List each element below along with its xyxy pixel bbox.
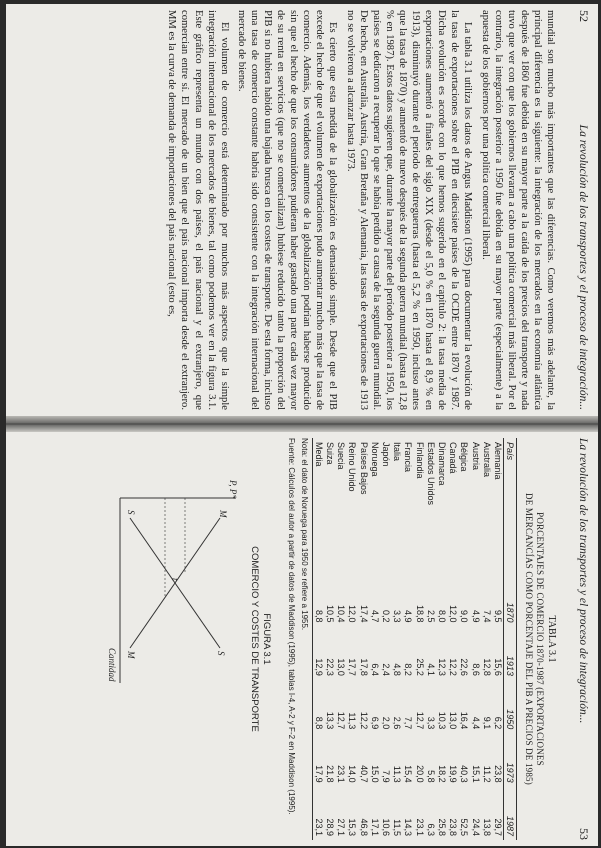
value-cell: 9,0 — [459, 610, 470, 623]
table-row — [346, 438, 357, 840]
running-head-left — [575, 10, 591, 410]
country-cell: Alemania — [493, 442, 503, 480]
value-cell: 12,9 — [312, 627, 324, 680]
table-label: TABLA 3.1 — [546, 615, 557, 663]
figure-title: COMERCIO Y COSTES DE TRANSPORTE — [248, 546, 260, 732]
value-cell: 13,0 — [448, 711, 459, 730]
value-cell: 14,0 — [347, 765, 358, 783]
country-cell: Reino Unido — [347, 442, 358, 492]
page-left-region — [6, 4, 598, 416]
value-cell: 12,8 — [481, 658, 492, 676]
table-row — [425, 438, 436, 840]
figure-label: FIGURA 3.1 — [260, 613, 272, 665]
book-spread — [6, 4, 598, 846]
body-text-left — [165, 10, 557, 410]
value-cell: 15,6 — [493, 658, 503, 676]
value-cell: 25,2 — [414, 658, 425, 676]
curve-label-s: S — [125, 510, 136, 515]
page-right-region — [6, 432, 598, 846]
value-cell: 13,0 — [336, 658, 347, 676]
running-head-right-text: La revolución de los transportes y el proceso de integración... — [577, 438, 589, 724]
value-cell: 4,7 — [369, 610, 380, 623]
value-cell: 6,9 — [369, 716, 380, 730]
trade-table — [312, 438, 517, 840]
gap-label-t: t — [169, 578, 180, 581]
value-cell: 4,1 — [425, 663, 436, 676]
curve-label-m-end: M — [125, 651, 136, 659]
table-row — [369, 438, 380, 840]
value-cell: 11,2 — [481, 765, 492, 783]
book-gutter — [6, 416, 598, 432]
value-cell: 40,7 — [358, 765, 369, 783]
value-cell: 10,4 — [336, 605, 347, 623]
value-cell: 10,6 — [380, 818, 391, 836]
country-cell: Italia — [392, 442, 403, 462]
country-cell: Países Bajos — [358, 442, 369, 495]
value-cell: 9,1 — [481, 716, 492, 730]
value-cell: 11,5 — [392, 819, 403, 836]
table-title-line-1: PORCENTAJES DE COMERCIO 1870-1987 (EXPORTACIONES — [535, 512, 545, 766]
value-cell: 7,4 — [481, 610, 492, 623]
table-row — [391, 438, 402, 840]
running-head-right — [575, 438, 591, 840]
country-cell: Dinamarca — [436, 442, 447, 486]
value-cell: 18,8 — [414, 605, 425, 623]
value-cell: 6,3 — [425, 823, 436, 836]
country-cell: Estados Unidos — [425, 442, 436, 506]
value-cell: 8,0 — [436, 610, 447, 623]
country-cell: Australia — [481, 442, 492, 478]
value-cell: 4,9 — [470, 610, 481, 623]
column-header: 1973 — [504, 733, 517, 786]
page-number-left: 52 — [577, 10, 591, 22]
table-row — [324, 438, 335, 840]
table-row — [436, 438, 447, 840]
value-cell: 22,6 — [459, 658, 470, 676]
value-cell: 15,3 — [347, 818, 358, 836]
value-cell: 7,9 — [380, 770, 391, 783]
table-title-line-2: DE MERCANCÍAS COMO PORCENTAJE DEL PIB A PRECIOS DE 1985) — [524, 493, 534, 785]
figure-diagram — [106, 478, 240, 688]
page-right — [11, 438, 591, 840]
value-cell: 8,6 — [470, 663, 481, 676]
value-cell: 10,3 — [436, 711, 447, 730]
value-cell: 16,4 — [459, 711, 470, 730]
value-cell: 15,1 — [470, 765, 481, 783]
value-cell: 9,5 — [493, 610, 503, 623]
value-cell: 20,0 — [414, 765, 425, 783]
column-header: País — [504, 438, 517, 573]
column-header: 1950 — [504, 680, 517, 733]
page-number-right: 53 — [577, 828, 591, 840]
value-cell: 23,1 — [312, 787, 324, 840]
axis-y-label: P, P* — [227, 480, 238, 499]
value-cell: 23,8 — [448, 818, 459, 836]
table-note: Nota: el dato de Noruega para 1950 se refiere a 1955. — [299, 438, 309, 631]
value-cell: 17,8 — [358, 658, 369, 676]
table-row — [402, 438, 413, 840]
value-cell: 8,2 — [403, 663, 414, 676]
value-cell: 23,1 — [336, 765, 347, 783]
country-cell: Noruega — [369, 442, 380, 477]
value-cell: 6,4 — [369, 663, 380, 676]
value-cell: 17,9 — [312, 733, 324, 786]
value-cell: 14,3 — [403, 818, 414, 836]
value-cell: 3,3 — [425, 716, 436, 730]
country-cell: Francia — [403, 442, 414, 473]
value-cell: 24,4 — [470, 818, 481, 836]
value-cell: 12,0 — [347, 605, 358, 623]
value-cell: 12,2 — [448, 658, 459, 676]
table-row — [312, 438, 324, 840]
value-cell: 11,3 — [347, 712, 358, 730]
table-row — [357, 438, 368, 840]
value-cell: 52,5 — [459, 818, 470, 836]
value-cell: 23,1 — [414, 818, 425, 836]
value-cell: 18,2 — [436, 765, 447, 783]
value-cell: 46,8 — [358, 818, 369, 836]
value-cell: 12,3 — [436, 658, 447, 676]
curve-label-s-end: S — [215, 651, 226, 656]
value-cell: 28,9 — [324, 818, 335, 836]
value-cell: 40,3 — [459, 765, 470, 783]
value-cell: 8,8 — [312, 573, 324, 626]
value-cell: 5,8 — [425, 770, 436, 783]
value-cell: 13,8 — [481, 818, 492, 836]
value-cell: 29,7 — [493, 818, 503, 836]
curve-label-m: M — [217, 510, 228, 518]
country-cell: Canadá — [448, 442, 459, 474]
value-cell: 23,8 — [493, 765, 503, 783]
value-cell: 2,4 — [380, 663, 391, 676]
column-header: 1870 — [504, 573, 517, 626]
table-header-row — [504, 438, 517, 840]
value-cell: 22,3 — [324, 658, 335, 676]
country-cell: Suecia — [336, 442, 347, 470]
value-cell: 27,1 — [336, 818, 347, 836]
table-row — [380, 438, 391, 840]
paragraph: El volumen de comercio está determinado por muchos más aspectos que la simple integración internacional de los mercados de bienes, tal como podemos ver en la figura 3.1. Este gráfico representa un mundo con dos países, el país nacional y el extranjero, que comercian entre sí. El mercado de un bien que el país nacional importa desde el extranjero. MM es la curva de demanda de importaciones del país nacional (esto es, — [166, 10, 230, 410]
paragraph: Es cierto que esta medida de la globalización es demasiado simple. Desde que el PIB excede el hecho de que el volumen de exportaciones pudo aumentar mucho más que la tasa de comercio. Además, los verdaderos aumentos de la globalización podrían haberse producido sin que el hecho de que los consumidores pudieran haber gastado una parte cada vez mayor de su renta en servicios (que no se comercializan) hubiese reducido tanto la proporción del PIB si no hubiera habido una bajada brusca en los costes de transporte. De esta forma, incluso una tasa de comercio constante habría sido consistente con la integración internacional del mercado de bienes. — [235, 10, 339, 410]
value-cell: 7,7 — [403, 716, 414, 730]
table-row — [481, 438, 492, 840]
column-header: 1987 — [504, 787, 517, 840]
axis-x-label: Cantidad — [106, 648, 117, 682]
value-cell: 4,9 — [403, 610, 414, 623]
value-cell: 2,5 — [425, 610, 436, 623]
running-head-left-text: La revolución de los transportes y el proceso de integración... — [577, 124, 589, 410]
country-cell: Japón — [380, 442, 391, 467]
figure-3-1 — [102, 438, 272, 840]
column-header: 1913 — [504, 627, 517, 680]
value-cell: 2,0 — [380, 716, 391, 730]
table-row — [413, 438, 424, 840]
value-cell: 12,7 — [336, 711, 347, 730]
table-row — [458, 438, 469, 840]
value-cell: 13,3 — [324, 711, 335, 730]
value-cell: 15,0 — [369, 765, 380, 783]
paragraph: La tabla 3.1 utiliza los datos de Angus Maddison (1995) para documentar la evolución de la tasa de exportaciones sobre el PIB en diecisiete países de la OCDE entre 1870 y 1987. Dicha evolución es acorde con lo que hemos sugerido en el capítulo 2: la tasa media de exportaciones aumentó a finales del siglo XIX (desde el 5,0 % en 1870 hasta el 8,9 % en 1913), disminuyó durante el periodo de entreguerras (hasta el 5,2 % en 1950, incluso antes que la tasa de 1870) y aumentó de nuevo después de la segunda guerra mundial (hasta el 12,8 % en 1987). Estos datos sugieren que, durante la mayor parte del período posterior a 1950, los países se dedicaron a recuperar lo que se había perdido a causa de la segunda guerra mundial. De hecho, en Australia, Austria, Gran Bretaña y Alemania, las tasas de exportaciones de 1913 no se volvieron a alcanzar hasta 1973. — [344, 10, 474, 410]
country-cell: Suiza — [324, 442, 335, 465]
value-cell: 4,4 — [470, 716, 481, 730]
table-row — [469, 438, 480, 840]
value-cell: 11,3 — [392, 765, 403, 783]
country-cell: Finlandia — [414, 442, 425, 479]
value-cell: 21,8 — [324, 765, 335, 783]
table-body — [312, 438, 503, 840]
value-cell: 17,4 — [358, 605, 369, 623]
value-cell: 0,2 — [380, 610, 391, 623]
table-row — [335, 438, 346, 840]
table-source: Fuente: Cálculos del autor a partir de datos de Maddison (1995), tablas I-4, A-2 y F-2 en Maddison (1995). — [286, 438, 296, 815]
country-cell: Bélgica — [459, 442, 470, 472]
value-cell: 4,8 — [392, 663, 403, 676]
value-cell: 12,7 — [414, 711, 425, 730]
paragraph: mundial son mucho más importantes que las diferencias. Como veremos más adelante, la principal diferencia es la siguiente: la integración de los mercados en la economía atlántica después de 1860 fue debida en su mayor parte a la caída de los precios del transporte y nada tuvo que ver con que los gobiernos llevaran a cabo una política comercial más liberal. Por el contrario, la integración posterior a 1950 fue debida en su mayor parte (especialmente) a la apuesta de los gobiernos por una política comercial liberal. — [479, 10, 556, 410]
value-cell: 17,1 — [369, 818, 380, 836]
value-cell: 19,9 — [448, 765, 459, 783]
value-cell: 12,2 — [358, 711, 369, 730]
table-row — [492, 438, 504, 840]
value-cell: 6,2 — [493, 716, 503, 730]
value-cell: 15,4 — [403, 765, 414, 783]
value-cell: 25,8 — [436, 818, 447, 836]
value-cell: 3,3 — [392, 610, 403, 623]
value-cell: 10,5 — [324, 605, 335, 623]
country-cell: Media — [312, 438, 324, 573]
value-cell: 12,0 — [448, 605, 459, 623]
page-left — [11, 10, 591, 410]
value-cell: 2,6 — [392, 716, 403, 730]
value-cell: 8,8 — [312, 680, 324, 733]
country-cell: Austria — [470, 442, 481, 471]
table-row — [447, 438, 458, 840]
value-cell: 17,7 — [347, 658, 358, 676]
